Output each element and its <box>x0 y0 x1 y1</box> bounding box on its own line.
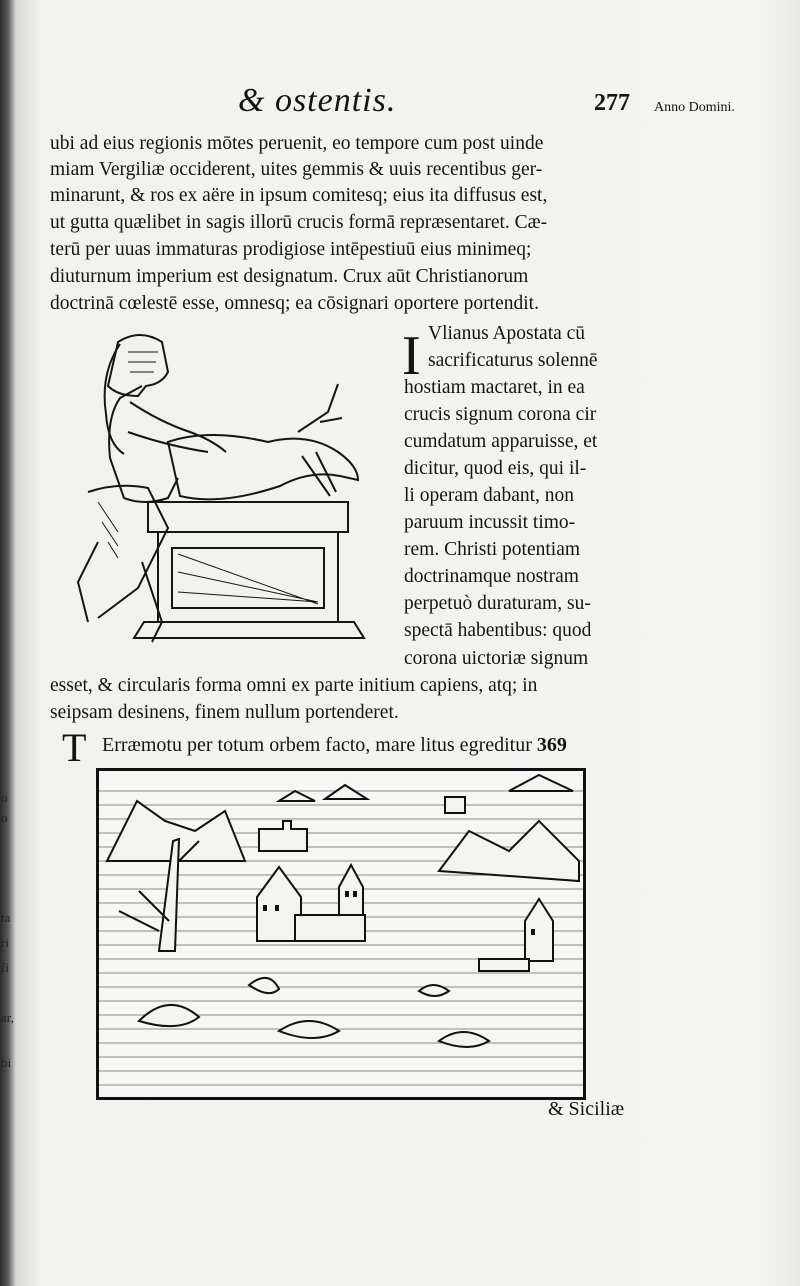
gutter-facing-page-fragments <box>0 150 22 1150</box>
drop-cap-initial: I <box>402 325 421 387</box>
text-line: perpetuò duraturam, su- <box>404 593 591 614</box>
running-title: & ostentis. <box>238 82 397 119</box>
text-line: li operam dabant, non <box>404 485 575 506</box>
gutter-letter: fi <box>1 960 9 975</box>
text-line: corona uictoriæ signum <box>404 648 589 669</box>
gutter-letter: bi <box>1 1055 12 1070</box>
woodcut-flood-illustration <box>96 768 586 1100</box>
flood-landscape-drawing <box>99 771 583 1097</box>
heading-text <box>102 734 567 757</box>
woodcut-sacrifice-illustration <box>58 322 398 662</box>
drop-cap-initial: T <box>62 725 87 770</box>
text-line: spectā habentibus: quod <box>404 620 592 641</box>
gutter-letter: ri <box>1 935 9 950</box>
text-line: sacrificaturus solennē <box>428 350 598 371</box>
text-line: rem. Christi potentiam <box>404 539 581 560</box>
text-line: Vlianus Apostata cū <box>428 323 586 344</box>
gutter-letter: ar, <box>1 1010 14 1025</box>
text-line: doctrinamque nostram <box>404 566 579 587</box>
text-line: minarunt, & ros ex aëre in ipsum comitesq; eius ita diffusus est, <box>50 185 548 206</box>
margin-note-anno-domini: Anno Domini. <box>654 100 735 115</box>
text-line: seipsam desinens, finem nullum portenderet. <box>50 702 399 723</box>
text-line: hostiam mactaret, in ea <box>404 377 585 398</box>
text-line: doctrinā cœlestē esse, omnesq; ea cōsignari oportere portendit. <box>50 293 539 314</box>
year-marker: 369 <box>536 734 567 756</box>
text-line: dicitur, quod eis, qui il- <box>404 458 587 479</box>
heading-title: Erræmotu per totum orbem facto, mare litus egreditur <box>102 734 532 756</box>
gutter-letter: o <box>1 810 8 825</box>
text-line: diuturnum imperium est designatum. Crux aūt Christianorum <box>50 266 529 287</box>
text-line: crucis signum corona cir <box>404 404 597 425</box>
text-line: paruum incussit timo- <box>404 512 576 533</box>
text-line: esset, & circularis forma omni ex parte initium capiens, atq; in <box>50 675 538 696</box>
gutter-letter: o <box>1 790 8 805</box>
gutter-letter: ta <box>1 910 11 925</box>
text-line: ubi ad eius regionis mōtes peruenit, eo tempore cum post uinde <box>50 133 544 154</box>
catchword: & Siciliæ <box>548 1098 625 1120</box>
text-line: terū per uuas immaturas prodigiose intēpestiuū eius minimeq; <box>50 239 532 260</box>
text-line: miam Vergiliæ occiderent, uites gemmis & uuis recentibus ger- <box>50 159 543 180</box>
text-line: ut gutta quælibet in sagis illorū crucis formā repræsentaret. Cæ- <box>50 212 548 233</box>
text-line: cumdatum apparuisse, et <box>404 431 598 452</box>
page-number: 277 <box>594 90 630 116</box>
